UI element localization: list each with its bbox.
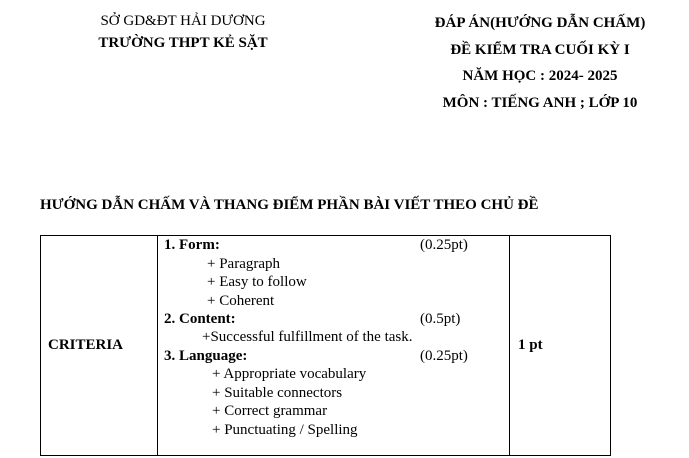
school-year: NĂM HỌC : 2024- 2025 <box>462 68 618 84</box>
content-heading: 2. Content: <box>164 311 236 327</box>
form-points: (0.25pt) <box>420 237 468 253</box>
department-name: SỞ GD&ĐT HẢI DƯƠNG <box>100 13 266 29</box>
list-item: + Punctuating / Spelling <box>212 422 358 438</box>
list-item: + Correct grammar <box>212 403 328 419</box>
doc-title: ĐÁP ÁN(HƯỚNG DẪN CHẤM) <box>434 15 646 31</box>
rubric-table <box>40 235 611 456</box>
total-points: 1 pt <box>510 236 611 456</box>
criteria-label: CRITERIA <box>41 236 158 456</box>
list-item: + Suitable connectors <box>212 385 343 401</box>
list-item: + Coherent <box>207 293 275 309</box>
list-item: + Easy to follow <box>207 274 307 290</box>
form-heading: 1. Form: <box>164 237 220 253</box>
content-points: (0.5pt) <box>420 311 461 327</box>
school-name: TRƯỜNG THPT KẺ SẶT <box>98 35 268 51</box>
language-points: (0.25pt) <box>420 348 468 364</box>
criteria-details <box>158 236 510 456</box>
section-title: HƯỚNG DẪN CHẤM VÀ THANG ĐIỂM PHẦN BÀI VIẾT THEO CHỦ ĐỀ <box>40 197 539 213</box>
header-left <box>52 10 314 54</box>
subject-grade: MÔN : TIẾNG ANH ; LỚP 10 <box>442 94 638 111</box>
list-item: + Paragraph <box>207 256 281 272</box>
list-item: + Appropriate vocabulary <box>212 366 367 382</box>
exam-name: ĐỀ KIỂM TRA CUỐI KỲ I <box>450 41 630 58</box>
list-item: +Successful fulfillment of the task. <box>202 329 413 345</box>
language-heading: 3. Language: <box>164 348 248 364</box>
header-right <box>422 10 658 116</box>
table-row <box>41 236 611 456</box>
